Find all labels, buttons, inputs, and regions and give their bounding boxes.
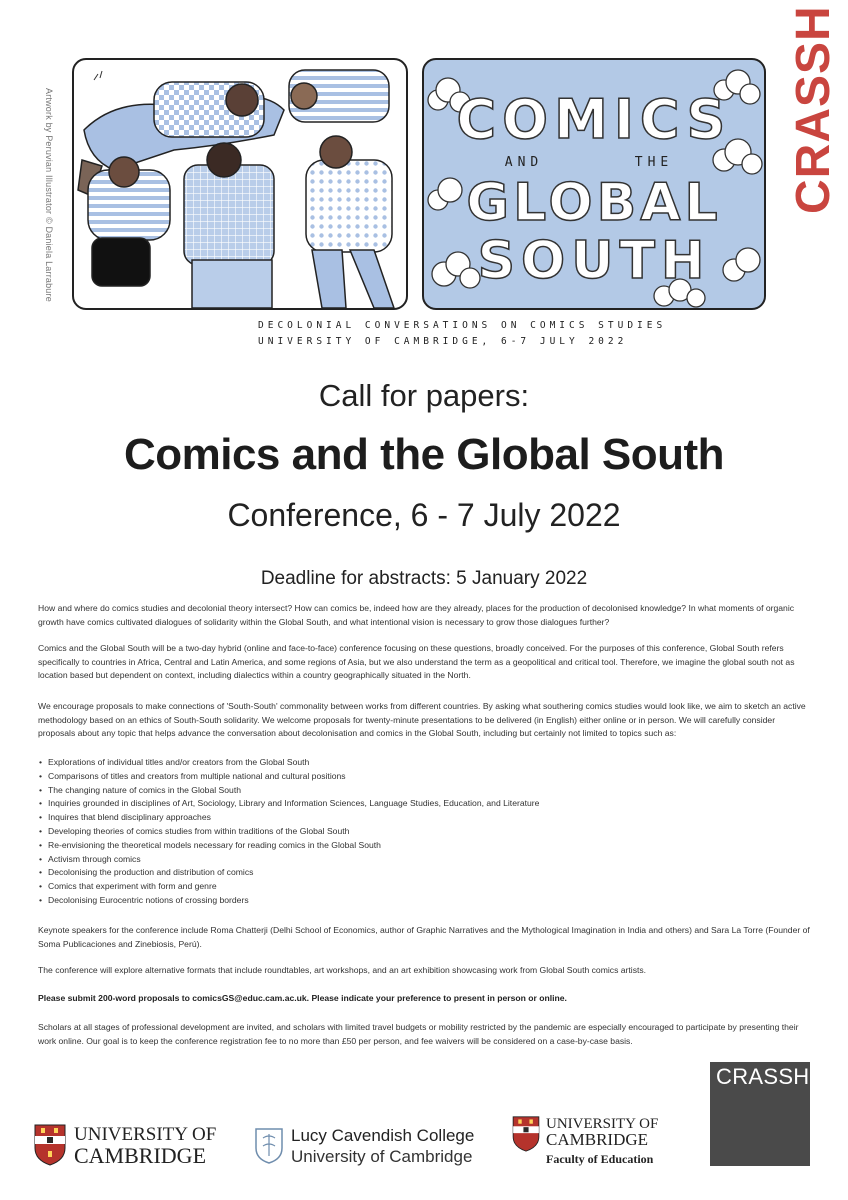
artwork-subtitle-line2: UNIVERSITY OF CAMBRIDGE, 6-7 JULY 2022: [258, 336, 628, 347]
artwork-subtitle-line1: DECOLONIAL CONVERSATIONS ON COMICS STUDIES: [258, 320, 667, 331]
crassh-vertical-text: CRASSH: [787, 5, 840, 214]
list-item: • Inquires that blend disciplinary approaches: [38, 811, 810, 825]
crassh-box-logo: [710, 1062, 810, 1166]
lettering-and: AND: [504, 155, 544, 170]
conference-title: Comics and the Global South: [123, 430, 725, 479]
university-of-cambridge-logo: [34, 1124, 234, 1170]
list-item: • Explorations of individual titles and/or creators from the Global South: [38, 756, 810, 770]
artwork-people-illustration: [72, 58, 408, 310]
submission-instructions: Please submit 200-word proposals to comicsGS@educ.cam.ac.uk. Please indicate your preference to present in person or online.: [38, 993, 567, 1003]
call-for-papers-heading: Call for papers:: [318, 378, 530, 413]
list-item: • Decolonising Eurocentric notions of crossing borders: [38, 894, 810, 908]
education-logo-line3: Faculty of Education: [546, 1152, 654, 1166]
list-item: • Activism through comics: [38, 853, 810, 867]
conference-dates: Conference, 6 - 7 July 2022: [227, 497, 621, 533]
education-logo-line2: CAMBRIDGE: [546, 1130, 649, 1149]
list-item: • Re-envisioning the theoretical models necessary for reading comics in the Global South: [38, 839, 810, 853]
education-logo-line1: UNIVERSITY OF: [546, 1116, 659, 1132]
list-item: • Comparisons of titles and creators from multiple national and cultural positions: [38, 770, 810, 784]
cambridge-logo-line1: UNIVERSITY OF: [74, 1124, 217, 1145]
education-shield-icon: [512, 1116, 540, 1152]
crassh-vertical-logo: [784, 5, 840, 218]
list-item: • Comics that experiment with form and genre: [38, 880, 810, 894]
conference-description-paragraph: Comics and the Global South will be a two-day hybrid (online and face-to-face) conference focusing on these questions, broadly conceived. For the purposes of this conference, Global South refers specifically to countries in Africa, Central and Latin America, and some regions of Asia, but we also understand the term as a geopolitical and critical tool. Therefore, we imagine the global south not as location based but dependent on context, including dialectics within a country geographically situated in the North.: [38, 643, 795, 681]
lucy-logo-line2: University of Cambridge: [291, 1147, 473, 1166]
proposals-paragraph: We encourage proposals to make connections of 'South-South' commonality between works from different countries. By asking what southering comics studies would look like, we aim to sketch an active methodology based on an ethics of South-South solidarity. We welcome proposals for twenty-minute presentations to be delivered (in English) either online or in person. We will carefully consider proposals about any topic that helps advance the conversation about decolonisation and comics in the Global South, including but certainly not limited to topics such as:: [38, 701, 806, 739]
faculty-of-education-logo: [512, 1116, 692, 1168]
lettering-global: GLOBAL: [466, 173, 722, 233]
crassh-box-text: CRASSH: [716, 1064, 810, 1089]
abstract-deadline: Deadline for abstracts: 5 January 2022: [260, 568, 588, 589]
cambridge-logo-line2: CAMBRIDGE: [74, 1143, 207, 1168]
lucy-cavendish-shield-icon: [255, 1128, 283, 1164]
intro-paragraph: How and where do comics studies and decolonial theory intersect? How can comics be, indeed how are they already, places for the production of decolonised knowledge? In what moments of organic growth have comics cultivated dialogues of solidarity within the Global South, and what intentional vision is necessary to grow those dialogues further?: [38, 603, 795, 627]
people-illustration-svg: [74, 60, 406, 308]
keynote-paragraph: Keynote speakers for the conference include Roma Chatterji (Delhi School of Economics, author of Graphic Narratives and the Mythological Imagination in India and others) and Sara La Torre (Founder of Soma Publicaciones and Zinebiosis, Perú).: [38, 925, 810, 949]
list-item: • Inquiries grounded in disciplines of Art, Sociology, Library and Information Sciences, Language Studies, Education, and Literature: [38, 797, 810, 811]
lucy-cavendish-college-logo: [255, 1126, 495, 1170]
lettering-south: SOUTH: [477, 231, 711, 291]
artwork-credit-text: Artwork by Peruvian Illustrator © Daniela Larrabure: [44, 88, 54, 302]
artwork-cloud-lettering: [422, 58, 766, 310]
lucy-logo-line1: Lucy Cavendish College: [291, 1126, 475, 1145]
scholars-paragraph: Scholars at all stages of professional development are invited, and scholars with limited travel budgets or mobility restricted by the pandemic are especially encouraged to participate by presenting their work online. Our goal is to keep the conference registration fee to no more than £50 per person, and fee waivers will be considered on a case-by-case basis.: [38, 1022, 799, 1046]
artwork-credit: [40, 88, 54, 302]
cloud-lettering-svg: [424, 60, 764, 308]
lettering-the: THE: [634, 155, 674, 170]
cambridge-shield-icon: [34, 1124, 66, 1166]
topics-list: [38, 756, 810, 908]
formats-paragraph: The conference will explore alternative formats that include roundtables, art workshops, and an art exhibition showcasing work from Global South comics artists.: [38, 965, 647, 975]
list-item: • Decolonising the production and distribution of comics: [38, 866, 810, 880]
list-item: • Developing theories of comics studies from within traditions of the Global South: [38, 825, 810, 839]
list-item: • The changing nature of comics in the Global South: [38, 784, 810, 798]
lettering-comics: COMICS: [456, 88, 732, 151]
